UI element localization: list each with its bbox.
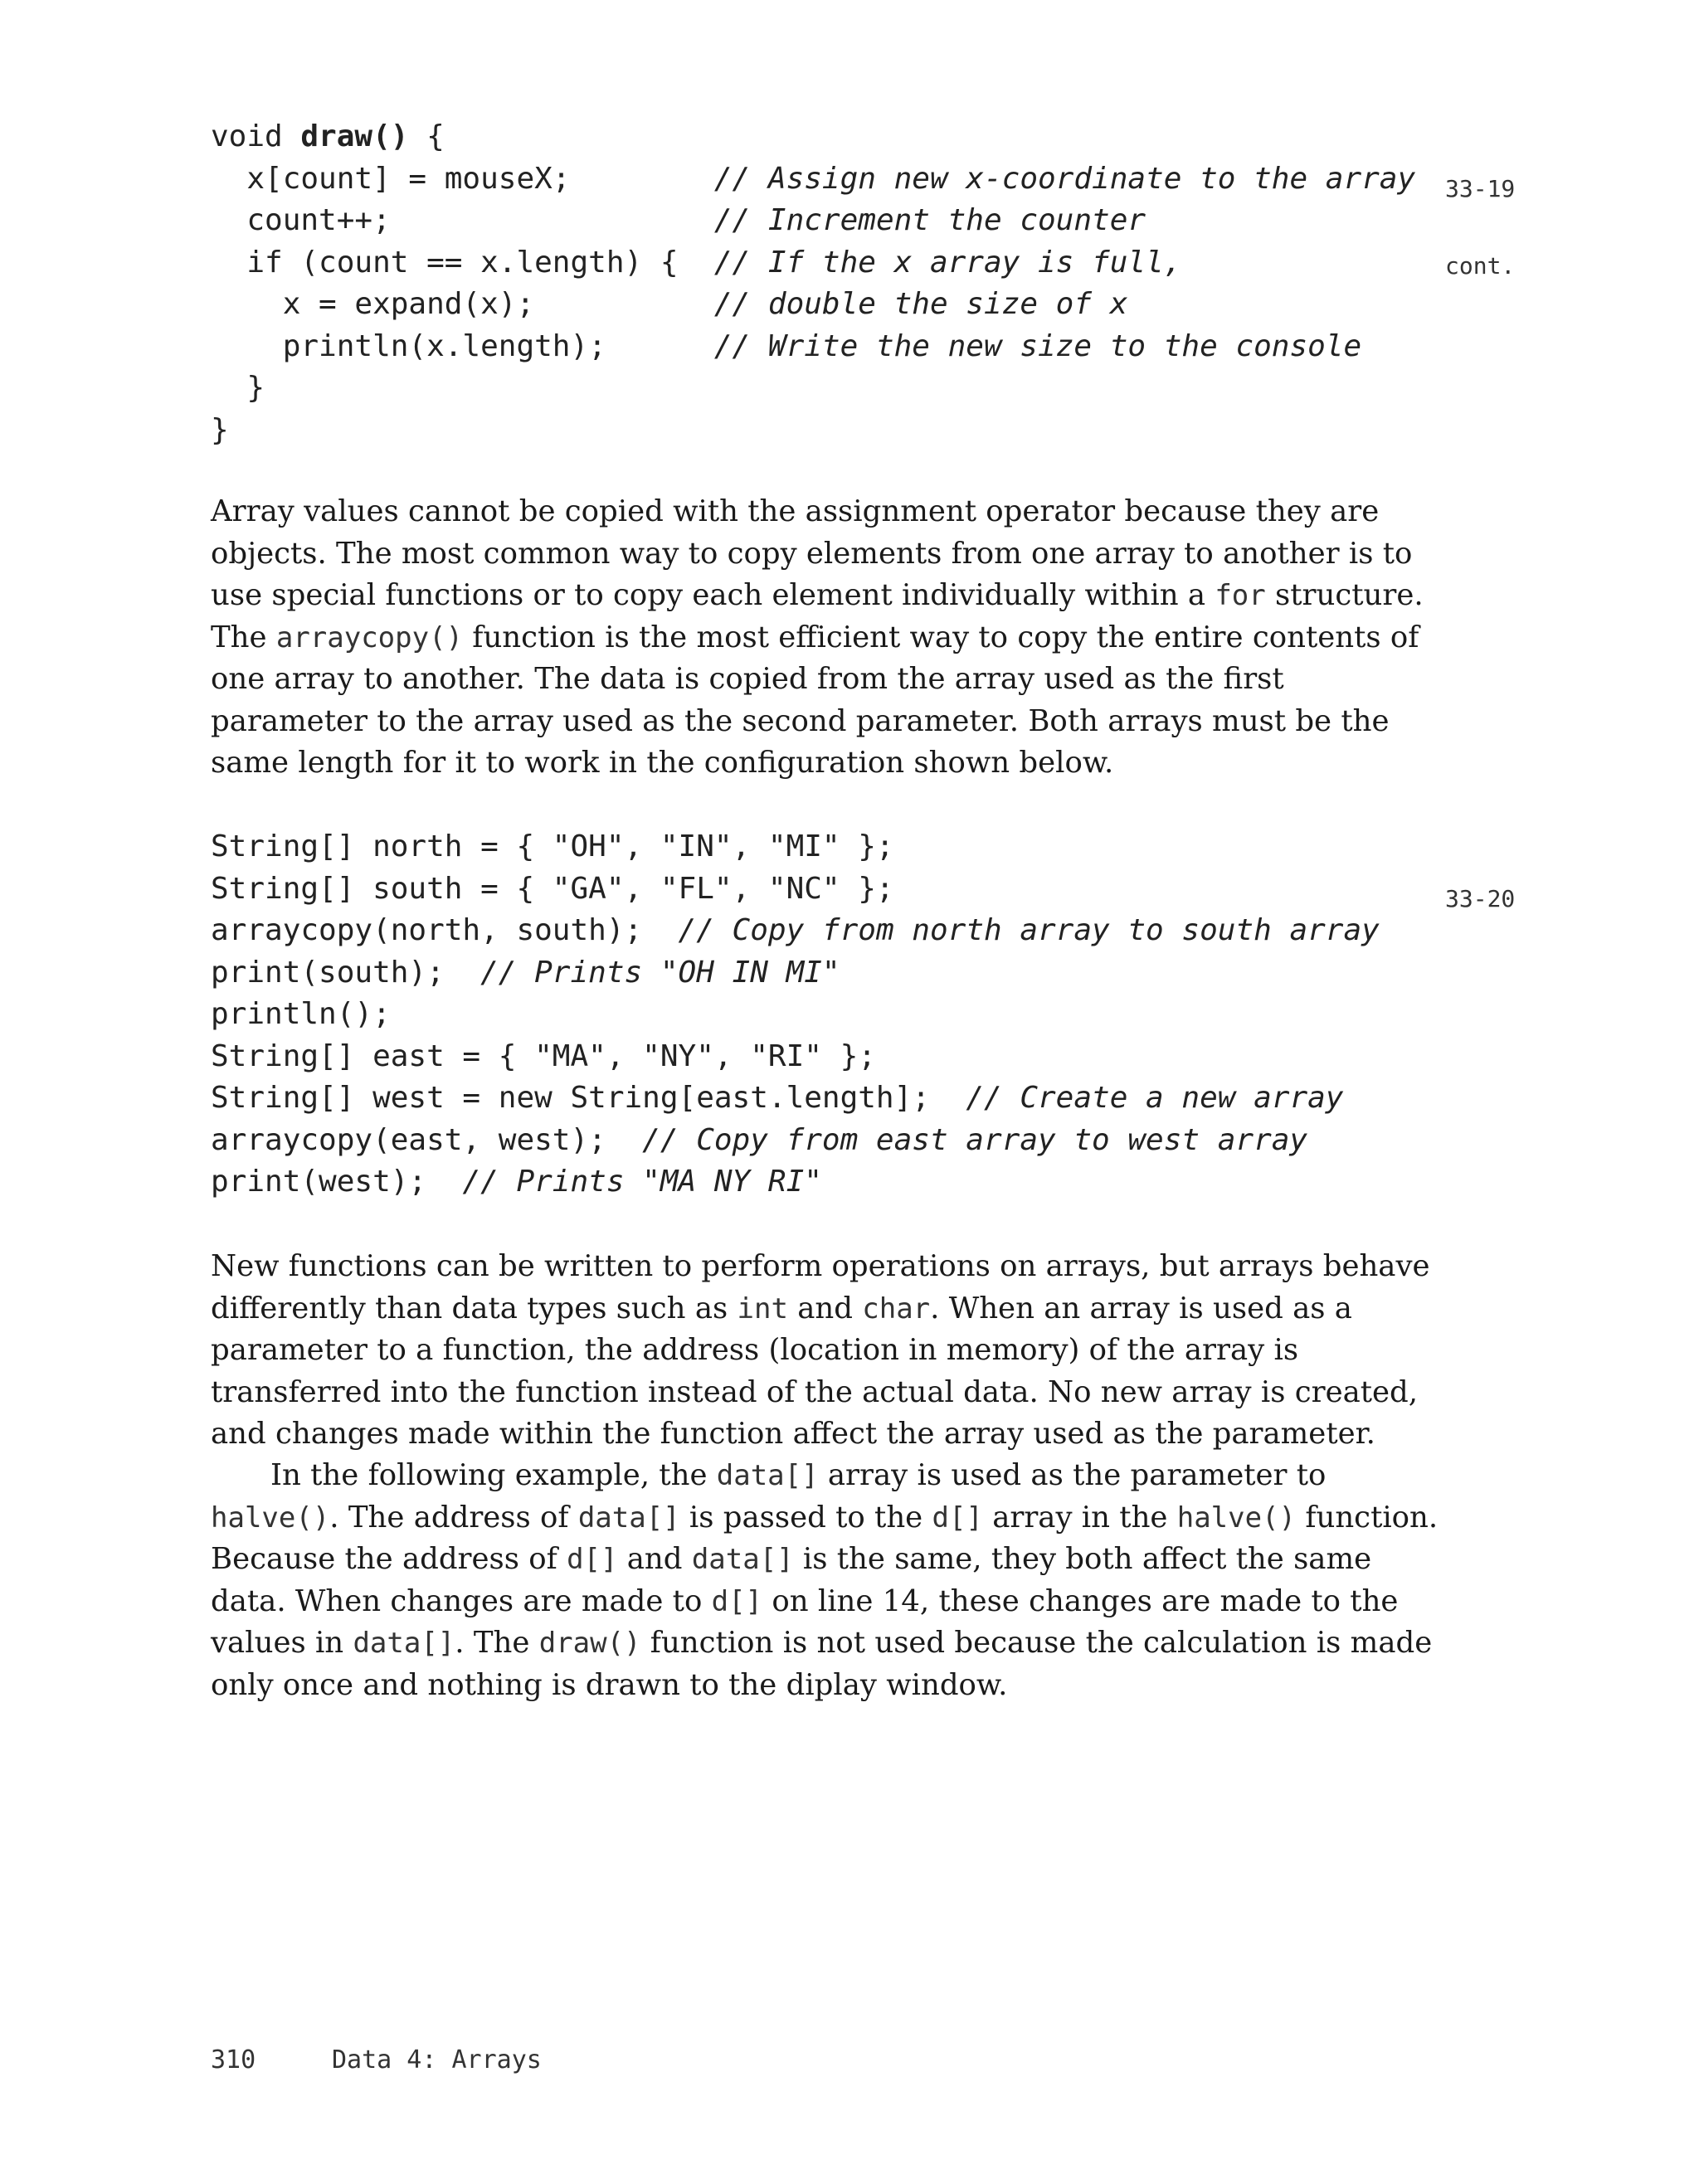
code-text: print(west); xyxy=(211,1165,463,1199)
example-label-33-19 xyxy=(1445,124,1515,304)
code-comment: // Create a new array xyxy=(966,1081,1344,1115)
body-text: array is used as the parameter to xyxy=(818,1458,1327,1492)
code-text: println(x.length); xyxy=(211,328,714,363)
code-text: if (count == x.length) { xyxy=(211,245,714,280)
code-text: { xyxy=(408,119,445,153)
code-text: arraycopy(east, west); xyxy=(211,1122,643,1157)
running-footer-section: Data 4: Arrays xyxy=(332,2045,542,2075)
code-line xyxy=(211,1120,1380,1162)
page-number: 310 xyxy=(211,2045,256,2075)
code-comment: // double the size of x xyxy=(713,287,1128,321)
code-text: draw() xyxy=(300,119,409,153)
inline-code: draw() xyxy=(538,1627,641,1660)
inline-code: halve() xyxy=(211,1501,330,1535)
body-text: New functions can be written to perform operations on arrays, but arrays behave differently than data types such as xyxy=(211,1249,1430,1325)
code-text: print(south); xyxy=(211,955,481,990)
code-text: count++; xyxy=(211,203,714,237)
code-line xyxy=(211,200,1415,242)
code-line xyxy=(211,158,1415,201)
inline-code: char xyxy=(862,1291,931,1325)
code-line xyxy=(211,284,1415,326)
example-number: 33-20 xyxy=(1445,885,1516,912)
code-text: String[] north = { "OH", "IN", "MI" }; xyxy=(211,829,894,863)
code-line xyxy=(211,952,1380,995)
code-comment: // Copy from east array to west array xyxy=(642,1122,1308,1157)
body-text: and xyxy=(787,1291,863,1325)
code-listing-33-20 xyxy=(211,826,1380,1204)
code-line xyxy=(211,410,1415,452)
code-comment: // Increment the counter xyxy=(713,203,1146,237)
body-paragraph-array-parameters xyxy=(211,1246,1439,1456)
code-text: void xyxy=(211,119,301,153)
code-line xyxy=(211,1077,1380,1120)
inline-code: d[] xyxy=(567,1543,618,1576)
code-text: println(); xyxy=(211,997,391,1031)
inline-code: data[] xyxy=(691,1543,794,1576)
code-listing-33-19 xyxy=(211,116,1415,451)
body-text: array in the xyxy=(982,1500,1177,1535)
body-text: . When an array is used as a parameter to a function, the address (location in memory) of the array is transferred into the function instead of the actual data. No new array is created, and changes made within the function affect the array used as the parameter. xyxy=(211,1291,1419,1451)
code-comment: // Prints "OH IN MI" xyxy=(480,955,840,990)
code-line xyxy=(211,910,1380,952)
code-text: String[] west = new String[east.length]; xyxy=(211,1081,966,1115)
code-line xyxy=(211,116,1415,158)
body-text: on line 14, these changes are made to the values in xyxy=(211,1583,1399,1660)
body-text: is the same, they both affect the same data. When changes are made to xyxy=(211,1542,1372,1618)
inline-code: halve() xyxy=(1176,1501,1297,1535)
code-line xyxy=(211,326,1415,368)
code-line xyxy=(211,367,1415,410)
body-text: is passed to the xyxy=(679,1500,932,1535)
code-text: String[] south = { "GA", "FL", "NC" }; xyxy=(211,871,894,906)
body-paragraph-halve-example xyxy=(211,1455,1439,1706)
code-line xyxy=(211,242,1415,285)
code-text: x = expand(x); xyxy=(211,287,714,321)
body-text: Array values cannot be copied with the assignment operator because they are objects. The most common way to copy elements from one array to another is to use special functions or to copy each element individually within a xyxy=(211,494,1413,612)
code-line xyxy=(211,826,1380,868)
body-text: . The xyxy=(455,1626,539,1660)
example-number: 33-19 xyxy=(1445,175,1516,202)
code-line xyxy=(211,1036,1380,1078)
inline-code: data[] xyxy=(716,1459,819,1492)
code-text: } xyxy=(211,371,265,405)
code-line xyxy=(211,868,1380,911)
inline-code: arraycopy() xyxy=(275,620,464,654)
body-text: . The address of xyxy=(329,1500,578,1535)
inline-code: int xyxy=(737,1291,788,1325)
code-comment: // Assign new x-coordinate to the array xyxy=(713,161,1416,196)
body-paragraph-array-copy xyxy=(211,491,1439,785)
example-label-33-20 xyxy=(1445,834,1515,937)
code-comment: // Write the new size to the console xyxy=(713,328,1362,363)
code-line xyxy=(211,994,1380,1036)
code-text: arraycopy(north, south); xyxy=(211,913,679,947)
inline-code: data[] xyxy=(577,1501,680,1535)
code-line xyxy=(211,1161,1380,1204)
body-text: function is not used because the calculation is made only once and nothing is drawn to the diplay window. xyxy=(211,1626,1433,1702)
body-text: and xyxy=(617,1542,692,1576)
code-comment: // Copy from north array to south array xyxy=(678,913,1380,947)
inline-code: for xyxy=(1215,579,1266,612)
code-text: x[count] = mouseX; xyxy=(211,161,714,196)
body-text: In the following example, the xyxy=(270,1458,717,1492)
body-text: structure. The xyxy=(211,578,1424,654)
inline-code: d[] xyxy=(932,1501,983,1535)
code-text: } xyxy=(211,412,229,447)
inline-code: d[] xyxy=(711,1584,763,1618)
code-comment: // Prints "MA NY RI" xyxy=(462,1165,822,1199)
body-text: function is the most efficient way to copy the entire contents of one array to another. The data is copied from the array used as the first parameter to the array used as the second parameter. Both arrays must be the same length for it to work in the configuration shown below. xyxy=(211,620,1419,780)
body-text: function. Because the address of xyxy=(211,1500,1439,1576)
code-comment: // If the x array is full, xyxy=(713,245,1182,280)
inline-code: data[] xyxy=(353,1627,455,1660)
example-continued-label: cont. xyxy=(1445,252,1516,280)
code-text: String[] east = { "MA", "NY", "RI" }; xyxy=(211,1038,876,1073)
